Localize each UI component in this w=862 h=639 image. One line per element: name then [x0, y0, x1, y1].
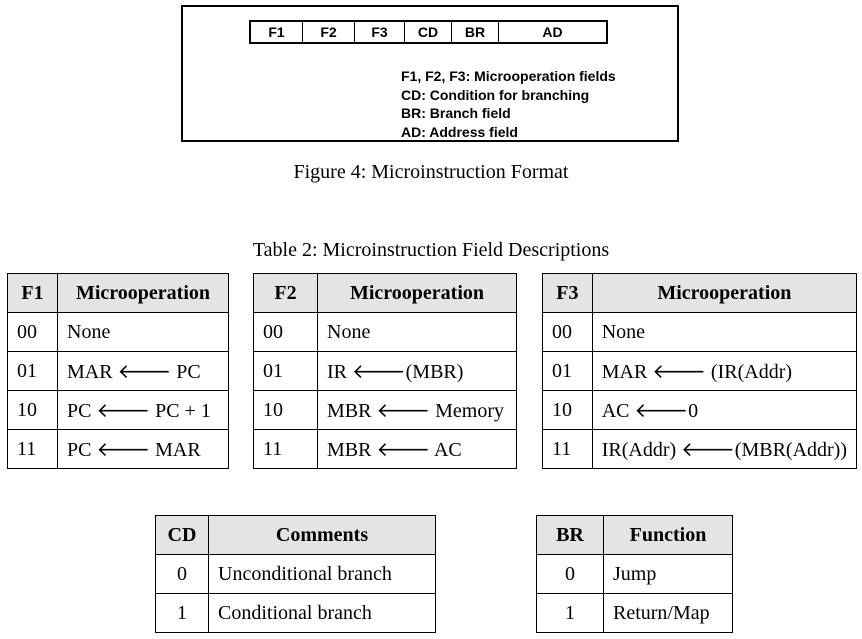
- header-comments: Comments: [209, 516, 436, 555]
- microoperation-cell: None: [58, 313, 229, 352]
- figure-caption: Figure 4: Microinstruction Format: [293, 161, 569, 183]
- code-cell: 1: [537, 594, 604, 633]
- microoperation-cell: MAR 🡐 (IR(Addr): [592, 352, 856, 391]
- microoperation-cell: IR(Addr) 🡐(MBR(Addr)): [592, 430, 856, 469]
- table-row: [537, 555, 733, 594]
- format-field-br: BR: [452, 22, 499, 42]
- code-cell: 01: [8, 352, 58, 391]
- header-microoperation: Microoperation: [318, 274, 517, 313]
- table-row: [254, 391, 517, 430]
- code-cell: 0: [537, 555, 604, 594]
- code-cell: 00: [543, 313, 593, 352]
- header-f2: F2: [254, 274, 318, 313]
- function-cell: Jump: [604, 555, 733, 594]
- comment-cell: Unconditional branch: [209, 555, 436, 594]
- table-row: [254, 352, 517, 391]
- table-row: [8, 391, 229, 430]
- table-row: [156, 594, 436, 633]
- table-row: [254, 313, 517, 352]
- microoperation-cell: MBR 🡐 Memory: [318, 391, 517, 430]
- legend-line: AD: Address field: [401, 123, 518, 140]
- code-cell: 10: [254, 391, 318, 430]
- microoperation-cell: PC 🡐 MAR: [58, 430, 229, 469]
- format-field-row: [249, 20, 608, 44]
- table-row: [254, 430, 517, 469]
- format-field-f3: F3: [355, 22, 405, 42]
- figure-legend: [401, 67, 616, 141]
- code-cell: 10: [8, 391, 58, 430]
- table-caption: Table 2: Microinstruction Field Descriptions: [252, 239, 610, 261]
- table-header-row: [254, 274, 517, 313]
- header-cd: CD: [156, 516, 209, 555]
- comment-cell: Conditional branch: [209, 594, 436, 633]
- table-header-row: [8, 274, 229, 313]
- code-cell: 00: [8, 313, 58, 352]
- code-cell: 01: [543, 352, 593, 391]
- table-header-row: [537, 516, 733, 555]
- code-cell: 0: [156, 555, 209, 594]
- header-microoperation: Microoperation: [592, 274, 856, 313]
- code-cell: 10: [543, 391, 593, 430]
- code-cell: 11: [543, 430, 593, 469]
- code-cell: 11: [8, 430, 58, 469]
- code-cell: 1: [156, 594, 209, 633]
- code-cell: 00: [254, 313, 318, 352]
- table-row: [543, 391, 857, 430]
- microoperation-cell: AC 🡐0: [592, 391, 856, 430]
- microoperation-cell: MAR 🡐 PC: [58, 352, 229, 391]
- header-microoperation: Microoperation: [58, 274, 229, 313]
- microoperation-cell: MBR 🡐 AC: [318, 430, 517, 469]
- f2-table: [253, 273, 517, 469]
- table-row: [156, 555, 436, 594]
- header-br: BR: [537, 516, 604, 555]
- f1-table: [7, 273, 229, 469]
- legend-line: CD: Condition for branching: [401, 86, 590, 103]
- format-field-f1: F1: [251, 22, 303, 42]
- header-f1: F1: [8, 274, 58, 313]
- table-row: [543, 313, 857, 352]
- f3-table: [542, 273, 857, 469]
- cd-table: [155, 515, 436, 633]
- code-cell: 01: [254, 352, 318, 391]
- format-field-f2: F2: [303, 22, 355, 42]
- header-f3: F3: [543, 274, 593, 313]
- microoperation-cell: PC 🡐 PC + 1: [58, 391, 229, 430]
- table-header-row: [156, 516, 436, 555]
- header-function: Function: [604, 516, 733, 555]
- function-cell: Return/Map: [604, 594, 733, 633]
- table-header-row: [543, 274, 857, 313]
- microinstruction-format-figure: [181, 5, 679, 142]
- table-row: [8, 313, 229, 352]
- table-row: [8, 430, 229, 469]
- table-row: [537, 594, 733, 633]
- table-row: [8, 352, 229, 391]
- microoperation-cell: IR 🡐(MBR): [318, 352, 517, 391]
- table-row: [543, 352, 857, 391]
- format-field-cd: CD: [405, 22, 452, 42]
- microoperation-cell: None: [592, 313, 856, 352]
- microoperation-cell: None: [318, 313, 517, 352]
- legend-line: BR: Branch field: [401, 105, 511, 121]
- format-field-ad: AD: [542, 24, 563, 40]
- code-cell: 11: [254, 430, 318, 469]
- table-row: [543, 430, 857, 469]
- br-table: [536, 515, 733, 633]
- legend-line: F1, F2, F3: Microoperation fields: [401, 68, 616, 84]
